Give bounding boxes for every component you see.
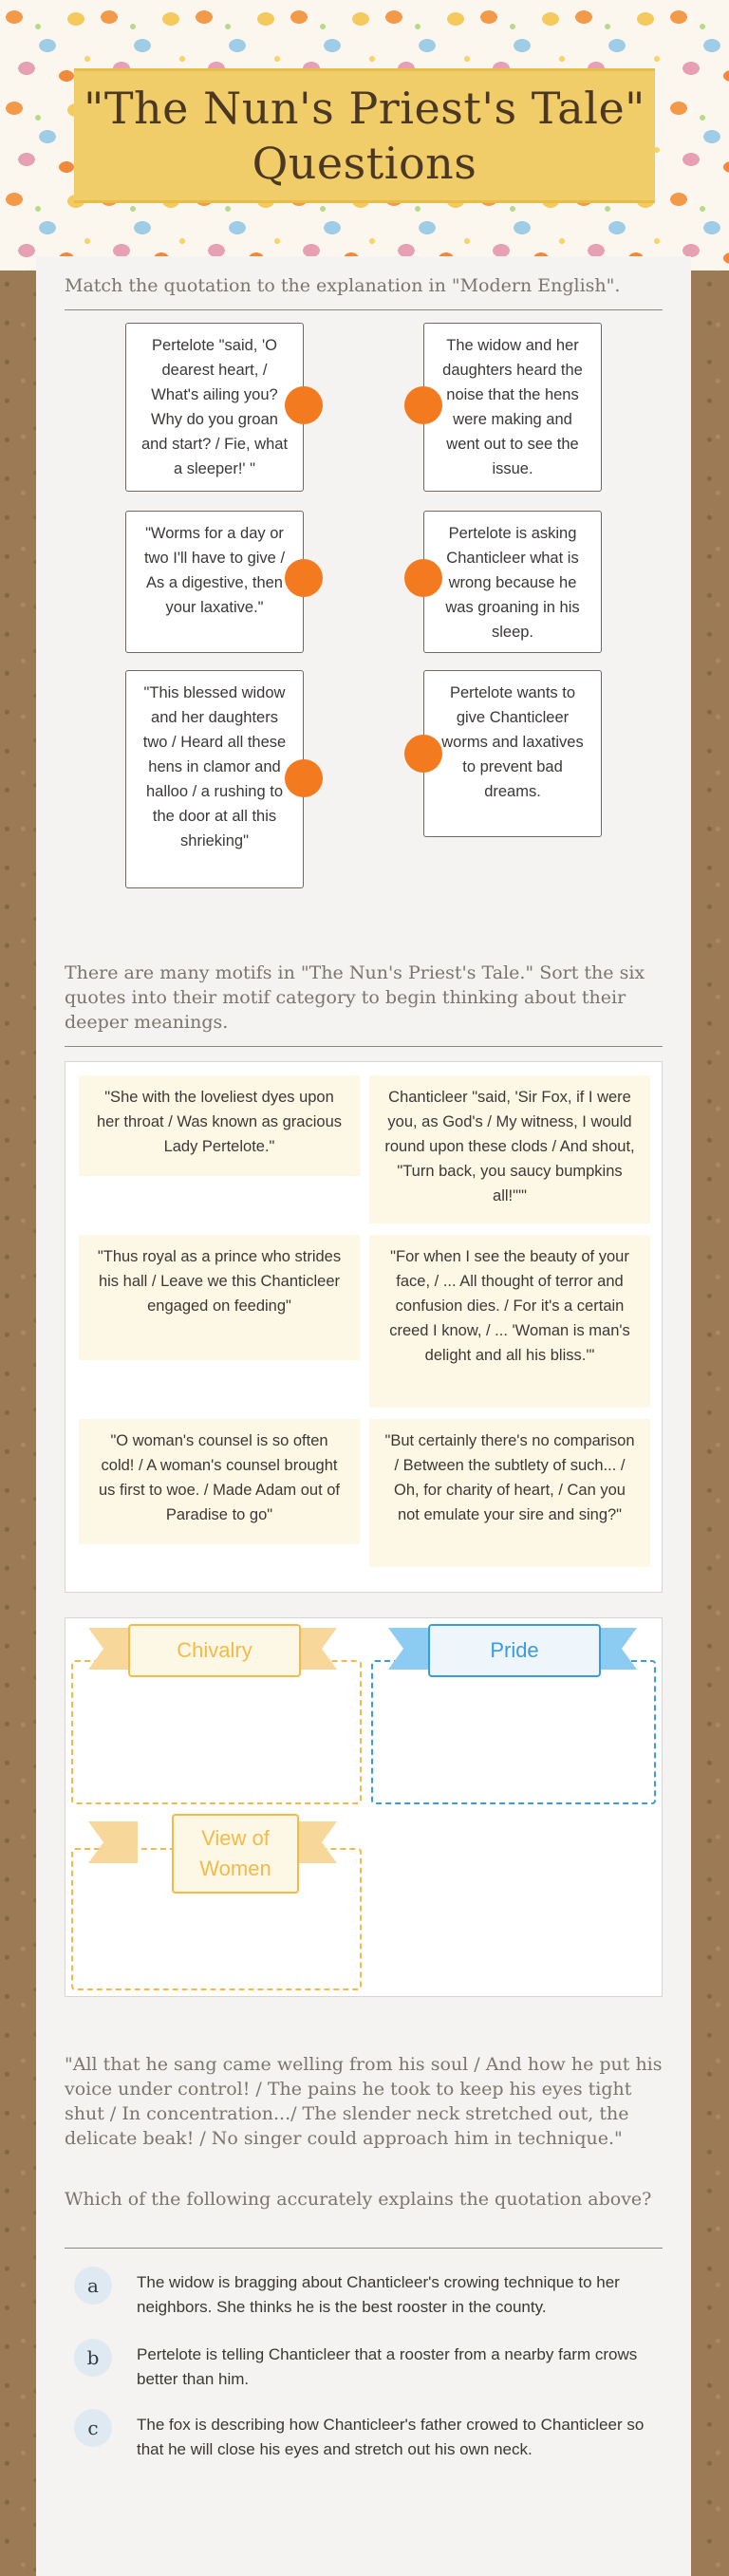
explanation-3-connector[interactable] [404, 735, 442, 773]
quote-card-1[interactable]: Pertelote "said, 'O dearest heart, / What's ailing you? Why do you groan and start? / Fie, what a sleeper!' " [125, 323, 304, 492]
quote-3-connector[interactable] [285, 759, 323, 797]
quote-card-3[interactable]: "This blessed widow and her daughters two / Heard all these hens in clamor and halloo / a rushing to the door at all this shrieking" [125, 670, 304, 888]
quote-card-2[interactable]: "Worms for a day or two I'll have to give / As a digestive, then your laxative." [125, 511, 304, 653]
option-a-badge[interactable]: a [74, 2267, 112, 2305]
question-prompt: Which of the following accurately explains the quotation above? [65, 2189, 652, 2210]
sort-card-6[interactable]: "But certainly there's no comparison / Between the subtlety of such... / Oh, for charity of heart, / Can you not emulate your sire and sing?" [369, 1419, 650, 1567]
option-b-badge[interactable]: b [74, 2339, 112, 2377]
explanation-card-1[interactable]: The widow and her daughters heard the noise that the hens were making and went out to see the issue. [423, 323, 602, 492]
chivalry-dropzone[interactable] [71, 1660, 362, 1804]
sorting-prompt: There are many motifs in "The Nun's Priest's Tale." Sort the six quotes into their motif category to begin thinking about their deeper meanings. [65, 962, 645, 1033]
quote-2-connector[interactable] [285, 559, 323, 597]
category-view-of-women: View of Women [172, 1814, 299, 1894]
explanation-card-3[interactable]: Pertelote wants to give Chanticleer worms and laxatives to prevent bad dreams. [423, 670, 602, 837]
sortable-quotes-area [65, 1061, 663, 1593]
option-b-text[interactable]: Pertelote is telling Chanticleer that a rooster from a nearby farm crows better than him. [137, 2345, 638, 2388]
sort-card-2[interactable]: Chanticleer "said, 'Sir Fox, if I were you, as God's / My witness, I would round upon these clods / And shout, "Turn back, you saucy bumpkins all!"'" [369, 1075, 650, 1223]
explanation-1-connector[interactable] [404, 386, 442, 424]
matching-divider [65, 309, 663, 310]
sort-card-4[interactable]: "For when I see the beauty of your face, / ... All thought of terror and confusion dies. / For it's a certain creed I know, / ... 'Woman is man's delight and all his bliss.'" [369, 1235, 650, 1408]
option-c-badge[interactable]: c [74, 2409, 112, 2447]
sort-card-5[interactable]: "O woman's counsel is so often cold! / A woman's counsel brought us first to woe. / Made Adam out of Paradise to go" [79, 1419, 360, 1544]
matching-prompt: Match the quotation to the explanation in "Modern English". [65, 275, 621, 296]
page-title: "The Nun's Priest's Tale" Questions [84, 83, 645, 189]
explanation-2-connector[interactable] [404, 559, 442, 597]
question-quote: "All that he sang came welling from his soul / And how he put his voice under control! / The pains he took to keep his eyes tight shut / In concentration.../ The slender neck stretched out, the delicate beak! / No singer could approach him in technique." [65, 2054, 663, 2149]
sort-card-1[interactable]: "She with the loveliest dyes upon her throat / Was known as gracious Lady Pertelote." [79, 1075, 360, 1176]
view-of-women-ribbon-left [88, 1821, 138, 1863]
option-a-text[interactable]: The widow is bragging about Chanticleer's crowing technique to her neighbors. She thinks he is the best rooster in the county. [137, 2273, 620, 2316]
question-divider [65, 2248, 663, 2249]
category-pride: Pride [428, 1624, 601, 1677]
pride-dropzone[interactable] [371, 1660, 656, 1804]
option-c-text[interactable]: The fox is describing how Chanticleer's father crowed to Chanticleer so that he will close his eyes and stretch out his own neck. [137, 2416, 645, 2458]
motif-categories-area [65, 1617, 663, 1997]
title-banner [74, 68, 655, 203]
sort-card-3[interactable]: "Thus royal as a prince who strides his hall / Leave we this Chanticleer engaged on feeding" [79, 1235, 360, 1360]
sorting-divider [65, 1046, 663, 1047]
worksheet [36, 256, 691, 2576]
category-chivalry: Chivalry [128, 1624, 301, 1677]
explanation-card-2[interactable]: Pertelote is asking Chanticleer what is wrong because he was groaning in his sleep. [423, 511, 602, 653]
quote-1-connector[interactable] [285, 386, 323, 424]
